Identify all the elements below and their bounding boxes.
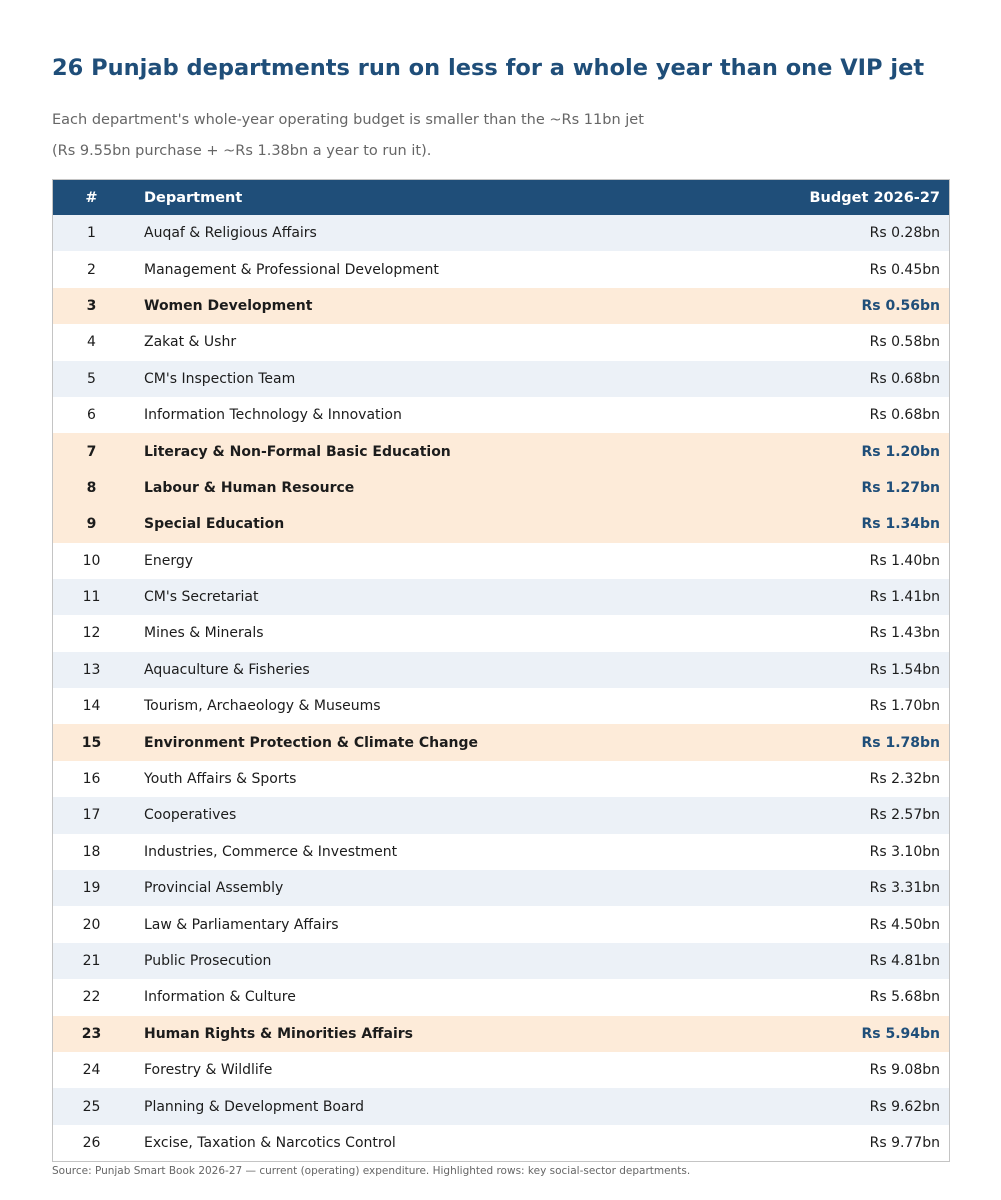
budget-cell: Rs 1.20bn bbox=[861, 443, 940, 460]
department-cell: Environment Protection & Climate Change bbox=[144, 734, 479, 751]
table-header-row bbox=[53, 180, 949, 215]
department-cell: Law & Parliamentary Affairs bbox=[144, 916, 339, 933]
budget-cell: Rs 9.08bn bbox=[869, 1062, 940, 1079]
rank-cell: 23 bbox=[81, 1025, 102, 1042]
department-cell: Energy bbox=[144, 552, 194, 569]
table-row bbox=[53, 761, 949, 797]
rank-cell: 26 bbox=[82, 1134, 101, 1151]
table-row bbox=[53, 324, 949, 360]
rank-cell: 9 bbox=[86, 516, 97, 533]
budget-cell: Rs 0.28bn bbox=[869, 225, 940, 242]
column-header-department: Department bbox=[144, 189, 243, 206]
subtitle-line-1: Each department's whole-year operating budget is smaller than the ~Rs 11bn jet bbox=[52, 112, 644, 128]
department-cell: Human Rights & Minorities Affairs bbox=[144, 1025, 413, 1042]
chart-title: 26 Punjab departments run on less for a whole year than one VIP jet bbox=[52, 55, 925, 81]
department-cell: Information & Culture bbox=[144, 989, 296, 1006]
budget-cell: Rs 0.58bn bbox=[869, 334, 940, 351]
budget-cell: Rs 3.31bn bbox=[869, 880, 940, 897]
rank-cell: 22 bbox=[82, 989, 101, 1006]
department-cell: Labour & Human Resource bbox=[144, 479, 355, 496]
department-cell: Provincial Assembly bbox=[144, 880, 284, 897]
department-cell: Cooperatives bbox=[144, 807, 237, 824]
rank-cell: 20 bbox=[82, 916, 101, 933]
table-row bbox=[53, 433, 949, 469]
rank-cell: 18 bbox=[82, 843, 101, 860]
rank-cell: 21 bbox=[82, 953, 101, 969]
rank-cell: 10 bbox=[82, 552, 101, 569]
table-row bbox=[53, 1052, 949, 1088]
table-row bbox=[53, 543, 949, 579]
table-row bbox=[53, 906, 949, 942]
department-cell: Women Development bbox=[144, 297, 313, 314]
rank-cell: 7 bbox=[86, 443, 97, 460]
rank-cell: 2 bbox=[87, 261, 96, 278]
budget-cell: Rs 0.56bn bbox=[861, 297, 940, 314]
subtitle-line-2: (Rs 9.55bn purchase + ~Rs 1.38bn a year to run it). bbox=[52, 143, 432, 159]
rank-cell: 19 bbox=[82, 880, 101, 897]
department-cell: Zakat & Ushr bbox=[144, 334, 237, 351]
table-row bbox=[53, 797, 949, 833]
table-row bbox=[53, 251, 949, 287]
table-row bbox=[53, 1125, 949, 1161]
table-row bbox=[53, 506, 949, 542]
table-row bbox=[53, 834, 949, 870]
department-cell: Planning & Development Board bbox=[144, 1098, 364, 1115]
department-cell: Literacy & Non-Formal Basic Education bbox=[144, 443, 451, 460]
department-cell: CM's Secretariat bbox=[144, 589, 259, 606]
rank-cell: 25 bbox=[82, 1098, 101, 1115]
budget-cell: Rs 1.40bn bbox=[869, 552, 940, 569]
rank-cell: 24 bbox=[82, 1062, 101, 1079]
department-cell: CM's Inspection Team bbox=[144, 370, 296, 387]
budget-cell: Rs 1.43bn bbox=[869, 625, 940, 642]
department-cell: Management & Professional Development bbox=[144, 261, 439, 278]
budget-cell: Rs 0.45bn bbox=[869, 261, 940, 278]
budget-cell: Rs 9.77bn bbox=[869, 1134, 940, 1151]
budget-cell: Rs 1.41bn bbox=[869, 589, 940, 606]
department-cell: Excise, Taxation & Narcotics Control bbox=[144, 1134, 396, 1151]
table-row bbox=[53, 215, 949, 251]
department-cell: Mines & Minerals bbox=[144, 625, 264, 642]
table-row bbox=[53, 1016, 949, 1052]
table-row bbox=[53, 688, 949, 724]
department-cell: Information Technology & Innovation bbox=[144, 407, 402, 424]
budget-cell: Rs 5.94bn bbox=[861, 1025, 940, 1042]
table-row bbox=[53, 724, 949, 760]
budget-cell: Rs 5.68bn bbox=[869, 989, 940, 1006]
budget-cell: Rs 0.68bn bbox=[869, 370, 940, 387]
budget-cell: Rs 1.27bn bbox=[861, 479, 940, 496]
rank-cell: 16 bbox=[82, 771, 101, 788]
budget-table bbox=[52, 179, 950, 1162]
budget-cell: Rs 2.57bn bbox=[869, 807, 940, 824]
budget-cell: Rs 4.50bn bbox=[869, 916, 940, 933]
budget-cell: Rs 4.81bn bbox=[869, 953, 940, 969]
rank-cell: 11 bbox=[82, 589, 101, 606]
table-body bbox=[53, 215, 949, 1161]
rank-cell: 17 bbox=[82, 807, 101, 824]
table-row bbox=[53, 361, 949, 397]
table-row bbox=[53, 979, 949, 1015]
table-row bbox=[53, 870, 949, 906]
department-cell: Industries, Commerce & Investment bbox=[144, 843, 398, 860]
table-row bbox=[53, 397, 949, 433]
source-note: Source: Punjab Smart Book 2026-27 — current (operating) expenditure. Highlighted rows: key social-sector departments. bbox=[52, 1165, 691, 1177]
rank-cell: 1 bbox=[87, 225, 96, 242]
budget-cell: Rs 9.62bn bbox=[869, 1098, 940, 1115]
rank-cell: 6 bbox=[87, 407, 96, 424]
rank-cell: 13 bbox=[82, 661, 101, 678]
table-row bbox=[53, 288, 949, 324]
department-cell: Tourism, Archaeology & Museums bbox=[144, 698, 381, 715]
table-row bbox=[53, 943, 949, 979]
column-header-rank: # bbox=[85, 189, 98, 206]
budget-cell: Rs 1.54bn bbox=[869, 661, 940, 678]
table-row bbox=[53, 470, 949, 506]
table-row bbox=[53, 579, 949, 615]
rank-cell: 3 bbox=[86, 297, 97, 314]
budget-cell: Rs 3.10bn bbox=[869, 843, 940, 860]
budget-cell: Rs 1.34bn bbox=[861, 516, 940, 533]
table-row bbox=[53, 652, 949, 688]
rank-cell: 15 bbox=[81, 734, 102, 751]
budget-cell: Rs 1.78bn bbox=[861, 734, 940, 751]
rank-cell: 4 bbox=[87, 334, 96, 351]
budget-cell: Rs 1.70bn bbox=[869, 698, 940, 715]
department-cell: Aquaculture & Fisheries bbox=[144, 661, 310, 678]
rank-cell: 14 bbox=[82, 698, 101, 715]
column-header-budget: Budget 2026-27 bbox=[809, 189, 940, 206]
table-row bbox=[53, 1088, 949, 1124]
rank-cell: 5 bbox=[87, 370, 96, 387]
table-row bbox=[53, 615, 949, 651]
department-cell: Special Education bbox=[144, 516, 285, 533]
rank-cell: 8 bbox=[86, 479, 97, 496]
department-cell: Forestry & Wildlife bbox=[144, 1062, 273, 1079]
department-cell: Youth Affairs & Sports bbox=[144, 771, 297, 788]
budget-cell: Rs 0.68bn bbox=[869, 407, 940, 424]
budget-cell: Rs 2.32bn bbox=[869, 771, 940, 788]
department-cell: Auqaf & Religious Affairs bbox=[144, 225, 317, 242]
rank-cell: 12 bbox=[82, 625, 101, 642]
department-cell: Public Prosecution bbox=[144, 953, 272, 969]
